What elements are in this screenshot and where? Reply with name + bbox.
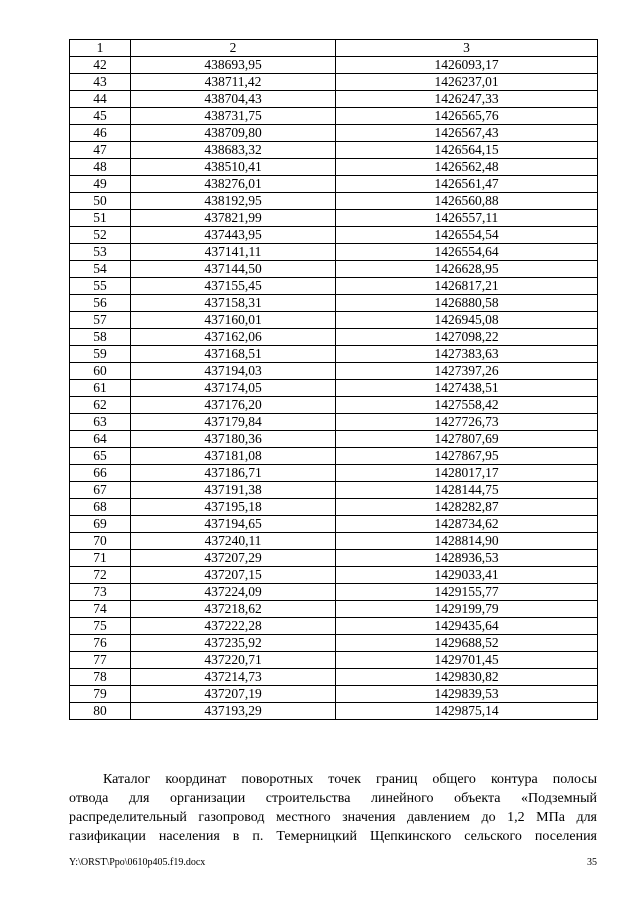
cell-y-coordinate: 1429435,64 [336,618,598,635]
cell-y-coordinate: 1428814,90 [336,533,598,550]
cell-y-coordinate: 1426564,15 [336,142,598,159]
cell-point-number: 75 [70,618,131,635]
cell-point-number: 70 [70,533,131,550]
cell-x-coordinate: 437176,20 [131,397,336,414]
cell-x-coordinate: 437222,28 [131,618,336,635]
table-row [70,278,598,295]
cell-y-coordinate: 1426554,54 [336,227,598,244]
cell-point-number: 71 [70,550,131,567]
cell-x-coordinate: 437207,19 [131,686,336,703]
cell-point-number: 69 [70,516,131,533]
table-row [70,244,598,261]
table-row [70,567,598,584]
coordinates-table [69,39,598,720]
table-row [70,635,598,652]
table-row [70,312,598,329]
cell-point-number: 55 [70,278,131,295]
cell-y-coordinate: 1429688,52 [336,635,598,652]
cell-x-coordinate: 437214,73 [131,669,336,686]
cell-point-number: 64 [70,431,131,448]
cell-y-coordinate: 1426560,88 [336,193,598,210]
table-row [70,397,598,414]
cell-y-coordinate: 1426247,33 [336,91,598,108]
cell-point-number: 67 [70,482,131,499]
table-row [70,91,598,108]
cell-point-number: 51 [70,210,131,227]
cell-y-coordinate: 1429701,45 [336,652,598,669]
table-row [70,482,598,499]
cell-y-coordinate: 1427383,63 [336,346,598,363]
table-row [70,465,598,482]
table-row [70,414,598,431]
cell-point-number: 60 [70,363,131,380]
table-row [70,601,598,618]
cell-point-number: 62 [70,397,131,414]
cell-x-coordinate: 438276,01 [131,176,336,193]
table-row [70,652,598,669]
cell-x-coordinate: 437240,11 [131,533,336,550]
table-body [70,57,598,720]
table-row [70,533,598,550]
cell-point-number: 68 [70,499,131,516]
cell-y-coordinate: 1426554,64 [336,244,598,261]
paragraph-line: газификации населения в п. Темерницкий Щепкинского сельского поселения [69,829,597,844]
cell-point-number: 80 [70,703,131,720]
table-row [70,159,598,176]
cell-point-number: 76 [70,635,131,652]
cell-x-coordinate: 437443,95 [131,227,336,244]
cell-y-coordinate: 1426093,17 [336,57,598,74]
cell-x-coordinate: 437160,01 [131,312,336,329]
cell-point-number: 61 [70,380,131,397]
cell-point-number: 47 [70,142,131,159]
cell-x-coordinate: 437220,71 [131,652,336,669]
table-row [70,516,598,533]
cell-point-number: 72 [70,567,131,584]
cell-y-coordinate: 1427098,22 [336,329,598,346]
cell-y-coordinate: 1429875,14 [336,703,598,720]
cell-point-number: 77 [70,652,131,669]
cell-x-coordinate: 437174,05 [131,380,336,397]
footer-file-path: Y:\ORST\Ppo\0610p405.f19.docx [69,857,206,868]
cell-y-coordinate: 1426945,08 [336,312,598,329]
cell-point-number: 43 [70,74,131,91]
cell-point-number: 52 [70,227,131,244]
cell-x-coordinate: 437162,06 [131,329,336,346]
cell-x-coordinate: 438731,75 [131,108,336,125]
cell-y-coordinate: 1426880,58 [336,295,598,312]
cell-y-coordinate: 1426557,11 [336,210,598,227]
cell-x-coordinate: 437179,84 [131,414,336,431]
table-row [70,584,598,601]
cell-x-coordinate: 438683,32 [131,142,336,159]
cell-x-coordinate: 437224,09 [131,584,336,601]
cell-point-number: 73 [70,584,131,601]
cell-x-coordinate: 437218,62 [131,601,336,618]
cell-y-coordinate: 1429033,41 [336,567,598,584]
cell-point-number: 49 [70,176,131,193]
table-row [70,686,598,703]
cell-x-coordinate: 438693,95 [131,57,336,74]
cell-x-coordinate: 438711,42 [131,74,336,91]
cell-x-coordinate: 437207,29 [131,550,336,567]
cell-x-coordinate: 437141,11 [131,244,336,261]
cell-x-coordinate: 437144,50 [131,261,336,278]
cell-x-coordinate: 437194,65 [131,516,336,533]
table-row [70,261,598,278]
table-row [70,125,598,142]
cell-x-coordinate: 437181,08 [131,448,336,465]
table-row [70,142,598,159]
table-row [70,227,598,244]
cell-x-coordinate: 437235,92 [131,635,336,652]
cell-point-number: 63 [70,414,131,431]
cell-x-coordinate: 438510,41 [131,159,336,176]
cell-y-coordinate: 1428282,87 [336,499,598,516]
table-row [70,380,598,397]
cell-x-coordinate: 437191,38 [131,482,336,499]
cell-y-coordinate: 1429839,53 [336,686,598,703]
cell-x-coordinate: 438192,95 [131,193,336,210]
cell-x-coordinate: 437194,03 [131,363,336,380]
table-row [70,193,598,210]
cell-x-coordinate: 437155,45 [131,278,336,295]
cell-x-coordinate: 437168,51 [131,346,336,363]
table-row [70,74,598,91]
cell-y-coordinate: 1426237,01 [336,74,598,91]
table-row [70,346,598,363]
table-row [70,448,598,465]
cell-y-coordinate: 1429155,77 [336,584,598,601]
cell-y-coordinate: 1426565,76 [336,108,598,125]
cell-x-coordinate: 437158,31 [131,295,336,312]
catalog-paragraph [69,770,597,846]
header-cell-point: 1 [70,40,131,57]
cell-point-number: 78 [70,669,131,686]
table-row [70,295,598,312]
header-cell-y: 3 [336,40,598,57]
cell-point-number: 59 [70,346,131,363]
cell-x-coordinate: 437186,71 [131,465,336,482]
cell-y-coordinate: 1426562,48 [336,159,598,176]
cell-point-number: 48 [70,159,131,176]
cell-point-number: 50 [70,193,131,210]
cell-y-coordinate: 1427438,51 [336,380,598,397]
table-row [70,669,598,686]
paragraph-line: распределительный газопровод местного значения давлением до 1,2 МПа для [69,810,597,825]
table-row [70,550,598,567]
table-row [70,108,598,125]
cell-x-coordinate: 438704,43 [131,91,336,108]
table-row [70,499,598,516]
cell-y-coordinate: 1428936,53 [336,550,598,567]
cell-point-number: 53 [70,244,131,261]
cell-point-number: 74 [70,601,131,618]
table-row [70,176,598,193]
cell-y-coordinate: 1427726,73 [336,414,598,431]
cell-y-coordinate: 1428144,75 [336,482,598,499]
table-row [70,329,598,346]
cell-y-coordinate: 1428734,62 [336,516,598,533]
cell-point-number: 57 [70,312,131,329]
cell-x-coordinate: 437207,15 [131,567,336,584]
footer-page-number: 35 [587,857,597,868]
table-row [70,363,598,380]
cell-point-number: 58 [70,329,131,346]
cell-y-coordinate: 1426567,43 [336,125,598,142]
cell-y-coordinate: 1427397,26 [336,363,598,380]
paragraph-line: Каталог координат поворотных точек границ общего контура полосы [103,772,597,787]
cell-point-number: 66 [70,465,131,482]
cell-y-coordinate: 1428017,17 [336,465,598,482]
cell-y-coordinate: 1426628,95 [336,261,598,278]
cell-x-coordinate: 437821,99 [131,210,336,227]
cell-y-coordinate: 1429199,79 [336,601,598,618]
cell-x-coordinate: 437180,36 [131,431,336,448]
cell-x-coordinate: 437195,18 [131,499,336,516]
header-cell-x: 2 [131,40,336,57]
cell-point-number: 45 [70,108,131,125]
cell-point-number: 46 [70,125,131,142]
cell-point-number: 56 [70,295,131,312]
table-row [70,703,598,720]
cell-y-coordinate: 1426561,47 [336,176,598,193]
cell-x-coordinate: 438709,80 [131,125,336,142]
table-row [70,210,598,227]
paragraph-line: отвода для организации строительства линейного объекта «Подземный [69,791,597,806]
cell-point-number: 42 [70,57,131,74]
table-row [70,57,598,74]
cell-y-coordinate: 1426817,21 [336,278,598,295]
cell-y-coordinate: 1427867,95 [336,448,598,465]
cell-y-coordinate: 1427807,69 [336,431,598,448]
cell-point-number: 65 [70,448,131,465]
cell-point-number: 54 [70,261,131,278]
cell-y-coordinate: 1429830,82 [336,669,598,686]
table-header-row [70,40,598,57]
cell-x-coordinate: 437193,29 [131,703,336,720]
table-row [70,618,598,635]
table-row [70,431,598,448]
cell-y-coordinate: 1427558,42 [336,397,598,414]
cell-point-number: 79 [70,686,131,703]
cell-point-number: 44 [70,91,131,108]
